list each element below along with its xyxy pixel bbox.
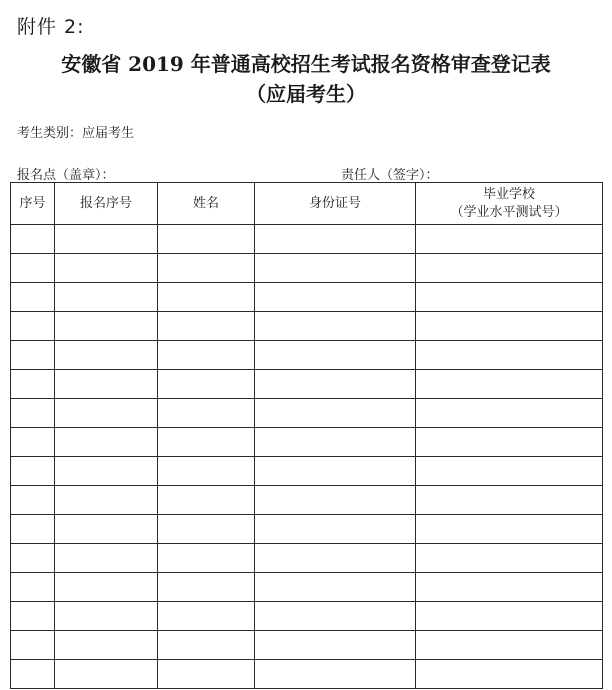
cell-registration-number xyxy=(55,254,158,283)
cell-name xyxy=(158,341,255,370)
cell-registration-number xyxy=(55,428,158,457)
cell-id-number xyxy=(255,457,416,486)
cell-graduation-school xyxy=(416,312,603,341)
cell-name xyxy=(158,370,255,399)
cell-registration-number xyxy=(55,602,158,631)
cell-registration-number xyxy=(55,457,158,486)
cell-registration-number xyxy=(55,573,158,602)
cell-id-number xyxy=(255,399,416,428)
cell-seq xyxy=(11,544,55,573)
table-row xyxy=(11,631,603,660)
table-row xyxy=(11,370,603,399)
cell-name xyxy=(158,660,255,689)
cell-id-number xyxy=(255,254,416,283)
cell-name xyxy=(158,631,255,660)
cell-graduation-school xyxy=(416,370,603,399)
table-row xyxy=(11,283,603,312)
cell-graduation-school xyxy=(416,602,603,631)
cell-registration-number xyxy=(55,399,158,428)
registration-table xyxy=(10,182,603,689)
cell-seq xyxy=(11,486,55,515)
cell-registration-number xyxy=(55,370,158,399)
cell-seq xyxy=(11,631,55,660)
cell-id-number xyxy=(255,602,416,631)
table-row xyxy=(11,515,603,544)
header-graduation-school xyxy=(416,183,603,225)
cell-registration-number xyxy=(55,486,158,515)
registration-point-label: 报名点（盖章）： xyxy=(17,168,115,183)
cell-name xyxy=(158,254,255,283)
responsible-person-label: 责任人（签字）： xyxy=(341,168,439,183)
cell-graduation-school xyxy=(416,573,603,602)
table-row xyxy=(11,573,603,602)
cell-registration-number xyxy=(55,660,158,689)
cell-seq xyxy=(11,254,55,283)
form-subtitle: （应届考生） xyxy=(246,82,366,106)
cell-registration-number xyxy=(55,631,158,660)
cell-registration-number xyxy=(55,544,158,573)
header-registration-number: 报名序号 xyxy=(55,183,158,225)
table-row xyxy=(11,254,603,283)
cell-seq xyxy=(11,225,55,254)
table-row xyxy=(11,457,603,486)
cell-id-number xyxy=(255,283,416,312)
cell-seq xyxy=(11,370,55,399)
table-row xyxy=(11,602,603,631)
table-header-row xyxy=(11,183,603,225)
cell-seq xyxy=(11,660,55,689)
header-id-number: 身份证号 xyxy=(255,183,416,225)
exam-category-label: 考生类别：应届考生 xyxy=(17,126,135,141)
cell-id-number xyxy=(255,312,416,341)
cell-id-number xyxy=(255,225,416,254)
cell-graduation-school xyxy=(416,341,603,370)
form-title: 安徽省 2019 年普通高校招生考试报名资格审查登记表 xyxy=(61,52,551,76)
cell-seq xyxy=(11,283,55,312)
cell-graduation-school xyxy=(416,544,603,573)
table-row xyxy=(11,399,603,428)
cell-id-number xyxy=(255,428,416,457)
cell-graduation-school xyxy=(416,486,603,515)
cell-graduation-school xyxy=(416,399,603,428)
cell-graduation-school xyxy=(416,515,603,544)
cell-seq xyxy=(11,312,55,341)
cell-seq xyxy=(11,573,55,602)
cell-name xyxy=(158,312,255,341)
table-row xyxy=(11,341,603,370)
cell-name xyxy=(158,428,255,457)
cell-seq xyxy=(11,341,55,370)
cell-seq xyxy=(11,602,55,631)
cell-name xyxy=(158,573,255,602)
cell-name xyxy=(158,515,255,544)
header-name: 姓名 xyxy=(158,183,255,225)
cell-registration-number xyxy=(55,312,158,341)
table-row xyxy=(11,312,603,341)
cell-graduation-school xyxy=(416,254,603,283)
cell-seq xyxy=(11,457,55,486)
cell-name xyxy=(158,399,255,428)
cell-seq xyxy=(11,515,55,544)
cell-graduation-school xyxy=(416,283,603,312)
cell-id-number xyxy=(255,341,416,370)
table-row xyxy=(11,544,603,573)
cell-registration-number xyxy=(55,225,158,254)
header-school-label: 毕业学校 xyxy=(482,186,535,202)
cell-registration-number xyxy=(55,341,158,370)
cell-graduation-school xyxy=(416,428,603,457)
cell-id-number xyxy=(255,515,416,544)
table-row xyxy=(11,225,603,254)
cell-name xyxy=(158,544,255,573)
cell-id-number xyxy=(255,631,416,660)
cell-graduation-school xyxy=(416,225,603,254)
cell-name xyxy=(158,283,255,312)
cell-name xyxy=(158,457,255,486)
cell-name xyxy=(158,225,255,254)
cell-registration-number xyxy=(55,283,158,312)
table-row xyxy=(11,660,603,689)
cell-graduation-school xyxy=(416,457,603,486)
cell-id-number xyxy=(255,660,416,689)
cell-id-number xyxy=(255,486,416,515)
cell-graduation-school xyxy=(416,660,603,689)
header-school-note: （学业水平测试号） xyxy=(450,204,568,220)
table-row xyxy=(11,428,603,457)
cell-id-number xyxy=(255,573,416,602)
cell-seq xyxy=(11,428,55,457)
cell-id-number xyxy=(255,370,416,399)
cell-name xyxy=(158,602,255,631)
table-row xyxy=(11,486,603,515)
header-seq: 序号 xyxy=(11,183,55,225)
attachment-label: 附件 2: xyxy=(17,16,85,38)
cell-seq xyxy=(11,399,55,428)
cell-id-number xyxy=(255,544,416,573)
cell-graduation-school xyxy=(416,631,603,660)
cell-name xyxy=(158,486,255,515)
cell-registration-number xyxy=(55,515,158,544)
